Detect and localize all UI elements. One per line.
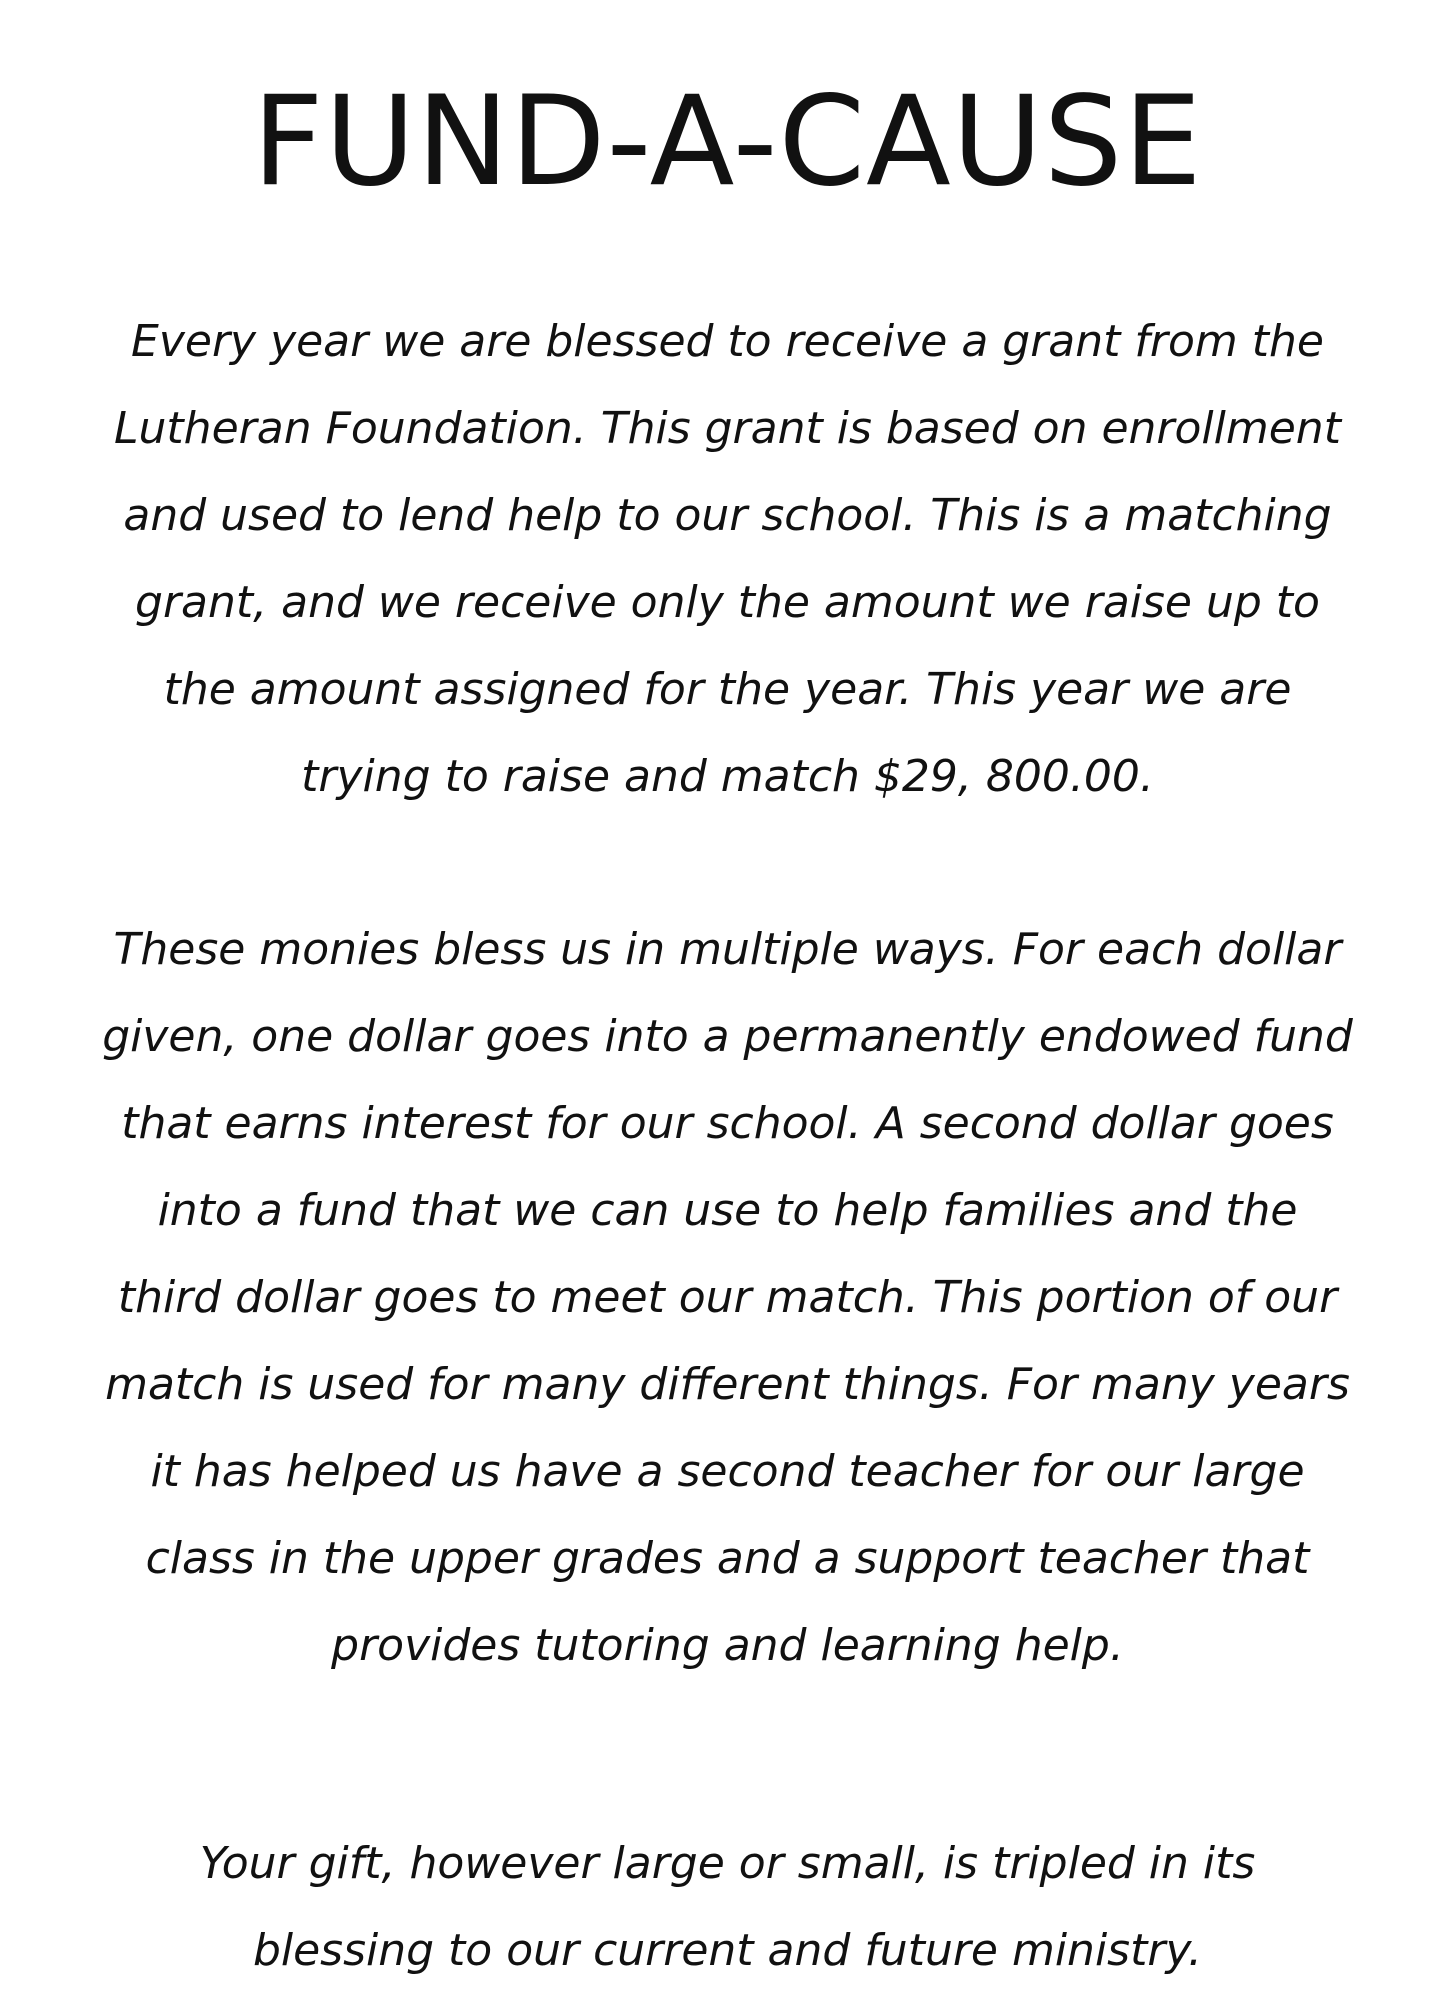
- gift-paragraph: Your gift, however large or small, is tripled in its blessing to our current and future ministry.: [199, 1838, 1256, 1976]
- grant-paragraph: Every year we are blessed to receive a grant from the Lutheran Foundation. This grant is based on enrollment and used to lend help to our school. This is a matching grant, and we receive only the amount we raise up to the amount assigned for the year. This year we are trying to raise and match $29, 800.00.: [114, 316, 1341, 802]
- monies-paragraph: These monies bless us in multiple ways. For each dollar given, one dollar goes into a permanently endowed fund that earns interest for our school. A second dollar goes into a fund that we can use to help families and the third dollar goes to meet our match. This portion of our match is used for many different things. For many years it has helped us have a second teacher for our large class in the upper grades and a support teacher that provides tutoring and learning help.: [102, 924, 1353, 1671]
- page-title: FUND-A-CAUSE: [252, 70, 1203, 214]
